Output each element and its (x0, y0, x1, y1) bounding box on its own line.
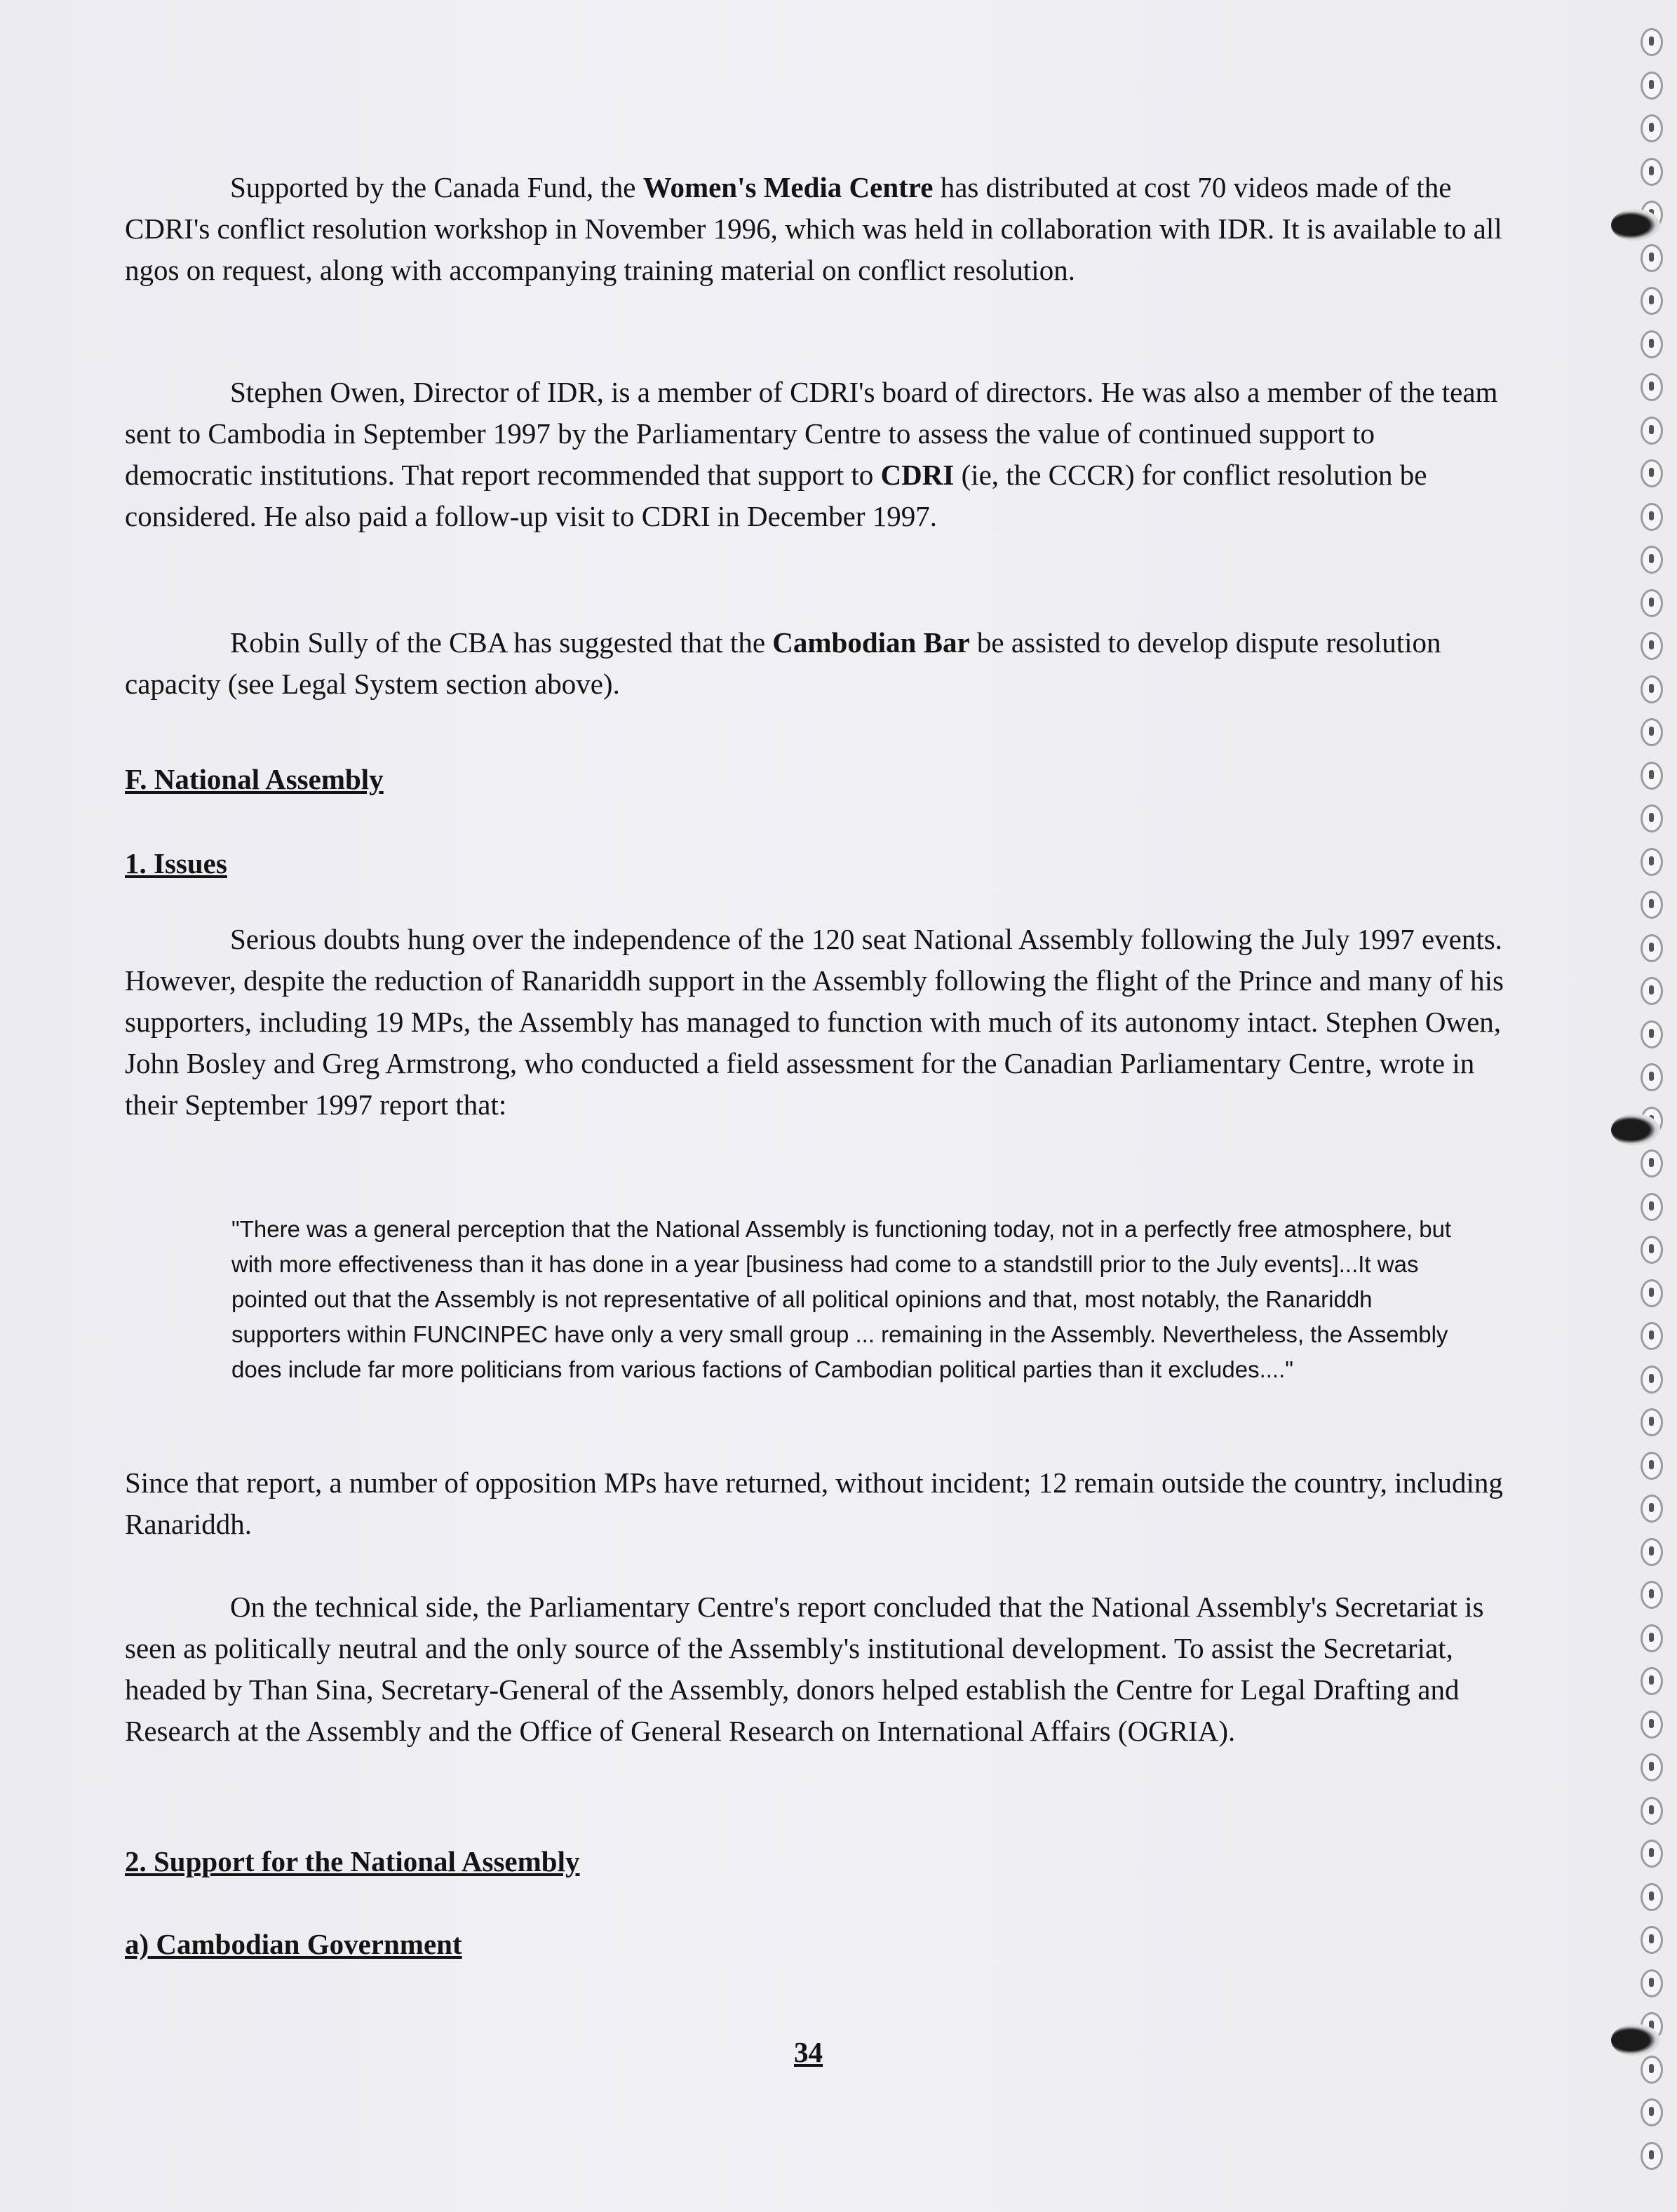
binding-ring (1641, 373, 1663, 401)
binding-ring (1641, 158, 1663, 186)
binding-ring (1641, 1452, 1663, 1480)
binding-ring (1641, 934, 1663, 962)
paragraph-stephen-owen (125, 372, 1507, 537)
paragraph-technical-side (125, 1586, 1507, 1752)
page-number: 34 (794, 2036, 823, 2068)
punch-hole (1611, 2024, 1660, 2056)
text: Since that report, a number of opposition MPs have returned, without incident; 12 remain outside the country, including Ranariddh. (125, 1466, 1503, 1540)
binding-ring (1641, 417, 1663, 445)
org-name: Women's Media Centre (642, 171, 934, 203)
binding-ring (1641, 2056, 1663, 2084)
binding-ring (1641, 1926, 1663, 1954)
paragraph-since-report (125, 1462, 1507, 1545)
text: (ie, the CCCR) for conflict resolution be considered. He also paid a follow-up visit to CDRI in December 1997. (125, 459, 1427, 532)
binding-ring (1641, 1149, 1663, 1178)
punch-hole (1611, 209, 1660, 241)
text: Stephen Owen, Director of IDR, is a member of CDRI's board of directors. He was also a member of the team sent to Cambodia in September 1997 by the Parliamentary Centre to assess the value of continued support to democratic institutions. That report recommended that support to (125, 376, 1498, 491)
subheading-cambodian-government: a) Cambodian Government (125, 1928, 462, 1960)
org-name: Cambodian Bar (772, 626, 970, 659)
binding-ring (1641, 1020, 1663, 1048)
binding-ring (1641, 1581, 1663, 1609)
binding-ring (1641, 1840, 1663, 1868)
binding-ring (1641, 1279, 1663, 1307)
binding-ring (1641, 546, 1663, 574)
binding-ring (1641, 1753, 1663, 1781)
subheading-issues: 1. Issues (125, 847, 227, 879)
binding-ring (1641, 244, 1663, 272)
binding-ring (1641, 589, 1663, 617)
spiral-binding (1636, 28, 1669, 2202)
paragraph-cambodian-bar (125, 622, 1507, 705)
binding-ring (1641, 1883, 1663, 1911)
binding-ring (1641, 503, 1663, 531)
text: Robin Sully of the CBA has suggested that the (230, 626, 773, 659)
binding-ring (1641, 1624, 1663, 1652)
binding-ring (1641, 2098, 1663, 2126)
binding-ring (1641, 1365, 1663, 1394)
binding-ring (1641, 1711, 1663, 1739)
binding-ring (1641, 1797, 1663, 1825)
binding-ring (1641, 891, 1663, 919)
binding-ring (1641, 804, 1663, 832)
binding-ring (1641, 28, 1663, 56)
block-quote: "There was a general perception that the National Assembly is functioning today, not in a perfectly free atmosphere, but with more effectiveness than it has done in a year [business had come to a standstill prior to the July events]...It was pointed out that the Assembly is not representative of all political opinions and that, most notably, the Ranariddh supporters within FUNCINPEC have only a very small group ... remaining in the Assembly. Nevertheless, the Assembly does include far more politicians from various factions of Cambodian political parties than it excludes...." (231, 1216, 1452, 1382)
binding-ring (1641, 2142, 1663, 2170)
binding-ring (1641, 762, 1663, 790)
paragraph-womens-media-centre (125, 167, 1507, 291)
text: On the technical side, the Parliamentary Centre's report concluded that the National Assembly's Secretariat is seen as politically neutral and the only source of the Assembly's institutional development. To assist the Secretariat, headed by Than Sina, Secretary-General of the Assembly, donors helped establish the Centre for Legal Drafting and Research at the Assembly and the Office of General Research on International Affairs (OGRIA). (125, 1591, 1484, 1747)
section-heading-national-assembly: F. National Assembly (125, 763, 384, 795)
text: Supported by the Canada Fund, the (230, 171, 643, 203)
text: has distributed at cost 70 videos made of the CDRI's conflict resolution workshop in November 1996, which was held in collaboration with IDR. It is available to all ngos on request, along with accompanying training material on conflict resolution. (125, 171, 1502, 286)
binding-ring (1641, 977, 1663, 1005)
binding-ring (1641, 632, 1663, 660)
org-name: CDRI (880, 459, 955, 491)
punch-hole (1611, 1114, 1660, 1146)
binding-ring (1641, 675, 1663, 703)
binding-ring (1641, 1408, 1663, 1436)
binding-ring (1641, 1667, 1663, 1695)
binding-ring (1641, 1063, 1663, 1091)
paragraph-serious-doubts (125, 919, 1507, 1126)
binding-ring (1641, 848, 1663, 876)
binding-ring (1641, 459, 1663, 487)
binding-ring (1641, 1236, 1663, 1264)
binding-ring (1641, 1969, 1663, 1997)
text: be assisted to develop dispute resolution capacity (see Legal System section above). (125, 626, 1441, 700)
binding-ring (1641, 718, 1663, 746)
text: Serious doubts hung over the independence of the 120 seat National Assembly following the July 1997 events. However, despite the reduction of Ranariddh support in the Assembly following the flight of the Prince and many of his supporters, including 19 MPs, the Assembly has managed to function with much of its autonomy intact. Stephen Owen, John Bosley and Greg Armstrong, who conducted a field assessment for the Canadian Parliamentary Centre, wrote in their September 1997 report that: (125, 923, 1504, 1121)
binding-ring (1641, 72, 1663, 100)
subheading-support: 2. Support for the National Assembly (125, 1845, 580, 1877)
binding-ring (1641, 287, 1663, 315)
binding-ring (1641, 330, 1663, 358)
binding-ring (1641, 1322, 1663, 1350)
binding-ring (1641, 1193, 1663, 1221)
binding-ring (1641, 1495, 1663, 1523)
binding-ring (1641, 114, 1663, 142)
binding-ring (1641, 1538, 1663, 1566)
